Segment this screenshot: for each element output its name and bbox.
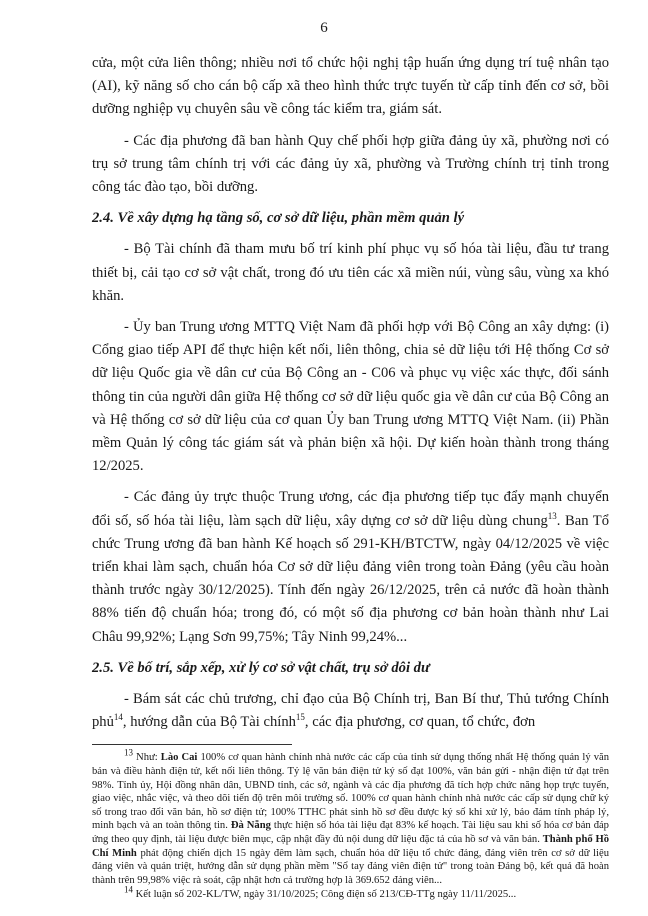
text-part: phát động chiến dịch 15 ngày đêm làm sạch, chuẩn hóa dữ liệu tổ chức đảng, đảng viên trên cơ sở dữ liệu đảng viên và quản triệt, hướng dẫn sử dụng phần mềm "Sổ tay đảng viên điện tử" trong toàn Đảng bộ, kết quả đã hoàn thành trên 99,98% việc rà soát, cập nhật hơn cả trường hợp là 369.652 đảng viên... <box>92 847 609 886</box>
paragraph-mttq-api: - Ủy ban Trung ương MTTQ Việt Nam đã phối hợp với Bộ Công an xây dựng: (i) Cổng giao tiếp API để thực hiện kết nối, liên thông, chia sẻ dữ liệu tới Hệ thống Cơ sở dữ liệu Quốc gia về dân cư của Bộ Công an - C06 và phục vụ việc xác thực, đối sánh thông tin của người dân giữa Hệ thống cơ sở dữ liệu quốc gia về dân cư của Bộ Công an và Hệ thống cơ sở dữ liệu của cơ quan Ủy ban Trung ương MTTQ Việt Nam. (ii) Phần mềm Quản lý công tác giám sát và phản biện xã hội. Dự kiến hoàn thành trong tháng 12/2025. <box>92 319 609 475</box>
paragraph-continuation: cửa, một cửa liên thông; nhiều nơi tổ chức hội nghị tập huấn ứng dụng trí tuệ nhân tạo (AI), kỹ năng số cho cán bộ cấp xã theo hình thức trực tuyến từ cấp tỉnh đến cơ sở, bồi dưỡng nghiệp vụ chuyên sâu về công tác kiểm tra, giám sát. <box>92 55 609 118</box>
page-number: 6 <box>320 20 328 36</box>
footnote-ref-14: 14 <box>113 712 123 723</box>
footnote-ref-15: 15 <box>295 712 305 723</box>
footnote-13 <box>92 747 610 887</box>
text-part: , hướng dẫn của Bộ Tài chính <box>122 714 296 731</box>
paragraph-ministry-finance: - Bộ Tài chính đã tham mưu bố trí kinh phí phục vụ số hóa tài liệu, đầu tư trang thiết bị, cải tạo cơ sở vật chất, trong đó ưu tiên các xã miền núi, vùng sâu, vùng xa khó khăn. <box>92 241 609 304</box>
text-part: thực hiện số hóa tài liệu đạt 83% kế hoạch. Tài liệu sau khi số hóa cơ bản đáp ứng theo quy định, tài liệu được biên mục, cập nhật đầy đủ nội dung dữ liệu đặc tả của hồ sơ và văn bản. <box>92 820 609 846</box>
text-part: - Bám sát các chủ trương, chỉ đạo của Bộ Chính trị, Ban Bí thư, Thủ tướng Chính phủ <box>92 691 609 731</box>
bold-text: Lào Cai <box>160 752 198 764</box>
footnote-ref-13: 13 <box>547 510 557 521</box>
footnote-number: 14 <box>124 884 133 895</box>
text-part: . Ban Tổ chức Trung ương đã ban hành Kế hoạch số 291-KH/BTCTW, ngày 04/12/2025 về việc triển khai làm sạch, chuẩn hóa Cơ sở dữ liệu đảng viên trong toàn Đảng (yêu cầu hoàn thành trước ngày 30/12/2025). Tính đến ngày 26/12/2025, trên cả nước đã hoàn thành 88% tiến độ chuẩn hóa; trong đó, có một số địa phương cơ bản hoàn thành như Lai Châu 99,92%; Lạng Sơn 99,75%; Tây Ninh 99,24%... <box>92 512 610 645</box>
text-part: Kết luận số 202-KL/TW, ngày 31/10/2025; Công điện số 213/CĐ-TTg ngày 11/11/2025... <box>133 889 517 901</box>
section-heading-2-4: 2.4. Về xây dựng hạ tầng số, cơ sở dữ liệu, phần mềm quản lý <box>92 210 465 227</box>
paragraph-facilities <box>92 688 609 734</box>
section-heading-2-5: 2.5. Về bố trí, sắp xếp, xử lý cơ sở vật chất, trụ sở dôi dư <box>92 659 430 676</box>
footnote-number: 13 <box>124 747 133 758</box>
footnotes <box>92 747 610 902</box>
text-part: , các địa phương, cơ quan, tổ chức, đơn <box>304 714 536 731</box>
text-part: 100% cơ quan hành chính nhà nước các cấp của tỉnh sử dụng thống nhất Hệ thống quản lý văn bản và điều hành điện tử, kết nối liên thông. Tỷ lệ văn bản điện tử ký số đạt 100%, văn bản gửi - nhận điện tử đạt trên 98%. Tỉnh ủy, Hội đồng nhân dân, UBND tỉnh, các sở, ngành và các địa phương đã tích hợp chức năng họp trực tuyến, giao việc, nhắc việc, và theo dõi tiến độ trên môi trường số. 100% cơ quan hành chính nhà nước các cấp sử dụng chữ ký số trong trao đổi văn bản, hồ sơ điện tử; 100% TTHC phát sinh hồ sơ đều được ký số khi xử lý, bảo đảm tính pháp lý, minh bạch và an toàn thông tin. <box>92 752 610 832</box>
document-body <box>92 52 609 903</box>
bold-text: Đà Nẵng <box>230 820 271 832</box>
paragraph-digital-transformation <box>92 486 609 648</box>
bold-text: Thành phố Hồ Chí Minh <box>92 834 610 859</box>
footnote-divider <box>92 744 292 745</box>
footnote-14 <box>92 884 609 902</box>
text-part: Như: <box>133 752 161 764</box>
paragraph-training-regulation: - Các địa phương đã ban hành Quy chế phối hợp giữa đảng ủy xã, phường nơi có trụ sở trung tâm chính trị với các đảng ủy xã, phường và Trường chính trị tỉnh trong công tác đào tạo, bồi dưỡng. <box>92 132 609 196</box>
text-part: - Các đảng ủy trực thuộc Trung ương, các địa phương tiếp tục đẩy mạnh chuyển đổi số, số hóa tài liệu, làm sạch dữ liệu, xây dựng cơ sở dữ liệu dùng chung <box>92 489 609 529</box>
